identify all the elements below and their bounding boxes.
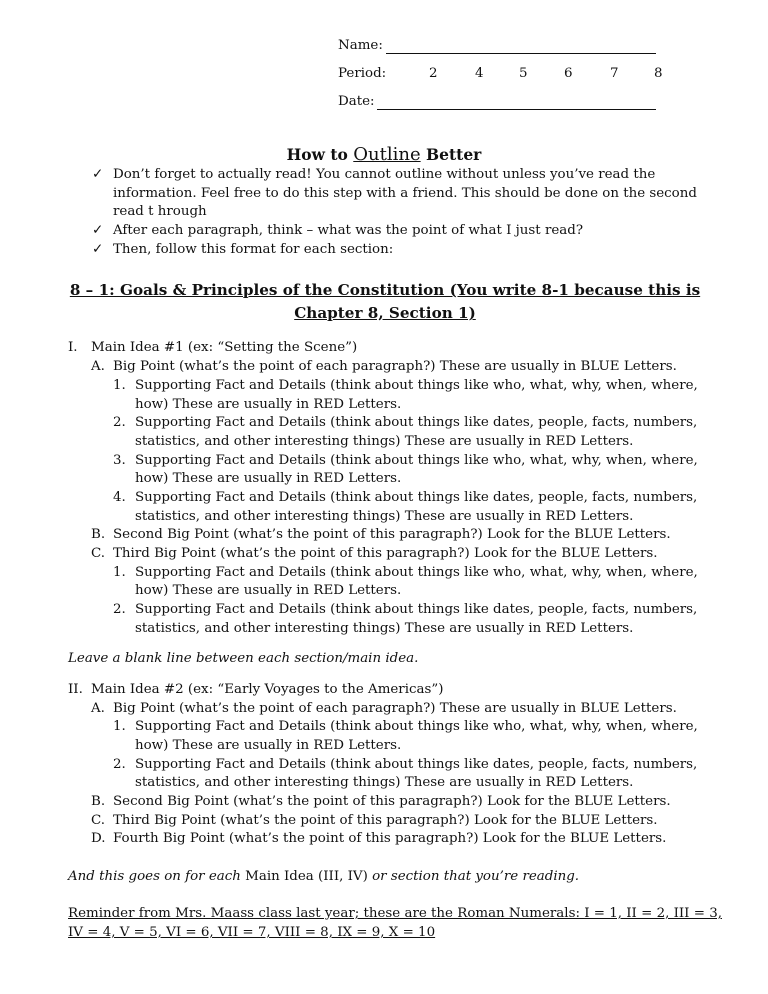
- section-heading-line2: Chapter 8, Section 1): [294, 304, 476, 322]
- supporting-detail: Supporting Fact and Details (think about things like dates, people, facts, numbers,: [135, 415, 698, 430]
- checklist-text: Don’t forget to actually read! You cannot outline without unless you’ve read the information. Feel free to do this step with a friend. This should be done on the second read t hrough: [113, 167, 697, 219]
- outline-marker: 2.: [113, 415, 126, 430]
- outline-marker: D.: [91, 831, 106, 846]
- big-point: Big Point (what’s the point of each paragraph?) These are usually in BLUE Letters.: [113, 359, 677, 374]
- name-label: Name:: [338, 38, 383, 53]
- page-title: [0, 144, 768, 165]
- continuation-italic-1: And this goes on for each: [68, 869, 241, 884]
- supporting-detail: how) These are usually in RED Letters.: [135, 738, 402, 753]
- section-heading: [60, 279, 710, 325]
- supporting-detail: statistics, and other interesting things) These are usually in RED Letters.: [135, 509, 634, 524]
- outline-marker: 1.: [113, 565, 126, 580]
- outline-marker: 3.: [113, 453, 126, 468]
- supporting-detail: Supporting Fact and Details (think about things like dates, people, facts, numbers,: [135, 757, 698, 772]
- period-option[interactable]: 7: [610, 66, 619, 81]
- continuation-note: [68, 868, 579, 887]
- blank-line-note: Leave a blank line between each section/main idea.: [68, 651, 419, 666]
- outline-marker: 4.: [113, 490, 126, 505]
- checkmark-icon: ✓: [92, 223, 104, 238]
- supporting-detail: Supporting Fact and Details (think about things like dates, people, facts, numbers,: [135, 490, 698, 505]
- supporting-detail: Supporting Fact and Details (think about things like who, what, why, when, where,: [135, 565, 698, 580]
- reminder-line2: IV = 4, V = 5, VI = 6, VII = 7, VIII = 8, IX = 9, X = 10: [68, 925, 436, 940]
- continuation-italic-2: or section that you’re reading.: [372, 869, 580, 884]
- big-point: Third Big Point (what’s the point of this paragraph?) Look for the BLUE Letters.: [113, 546, 658, 561]
- supporting-detail: how) These are usually in RED Letters.: [135, 397, 402, 412]
- supporting-detail: Supporting Fact and Details (think about things like dates, people, facts, numbers,: [135, 602, 698, 617]
- section-heading-line1: 8 – 1: Goals & Principles of the Constitution (You write 8-1 because this is: [69, 281, 701, 299]
- outline-marker: A.: [91, 701, 105, 716]
- date-label: Date:: [338, 94, 375, 109]
- main-idea-1: Main Idea #1 (ex: “Setting the Scene”): [91, 340, 358, 355]
- period-option[interactable]: 4: [475, 66, 484, 81]
- date-row: [338, 94, 668, 109]
- period-option[interactable]: 6: [564, 66, 573, 81]
- checklist-item: [92, 222, 702, 241]
- continuation-normal: Main Idea (III, IV): [245, 869, 368, 884]
- outline-marker: 2.: [113, 602, 126, 617]
- title-underlined: Outline: [353, 144, 421, 165]
- big-point: Third Big Point (what’s the point of this paragraph?) Look for the BLUE Letters.: [113, 813, 658, 828]
- main-idea-2: Main Idea #2 (ex: “Early Voyages to the Americas”): [91, 682, 444, 697]
- period-option[interactable]: 8: [654, 66, 663, 81]
- supporting-detail: statistics, and other interesting things) These are usually in RED Letters.: [135, 434, 634, 449]
- outline-marker: II.: [68, 682, 83, 697]
- supporting-detail: statistics, and other interesting things) These are usually in RED Letters.: [135, 621, 634, 636]
- title-prefix: How to: [286, 145, 348, 164]
- name-input-line[interactable]: [386, 53, 656, 54]
- outline-marker: 1.: [113, 378, 126, 393]
- supporting-detail: Supporting Fact and Details (think about things like who, what, why, when, where,: [135, 378, 698, 393]
- checkmark-icon: ✓: [92, 167, 104, 182]
- date-input-line[interactable]: [377, 109, 656, 110]
- supporting-detail: Supporting Fact and Details (think about things like who, what, why, when, where,: [135, 453, 698, 468]
- big-point: Big Point (what’s the point of each paragraph?) These are usually in BLUE Letters.: [113, 701, 677, 716]
- checklist-text: Then, follow this format for each section:: [113, 242, 394, 257]
- period-option[interactable]: 2: [429, 66, 438, 81]
- checklist-item: [92, 241, 702, 260]
- checklist-text: After each paragraph, think – what was the point of what I just read?: [113, 223, 583, 238]
- outline-marker: B.: [91, 527, 106, 542]
- outline-marker: 1.: [113, 719, 126, 734]
- title-suffix: Better: [426, 145, 482, 164]
- outline-marker: C.: [91, 813, 106, 828]
- outline-marker: A.: [91, 359, 105, 374]
- supporting-detail: statistics, and other interesting things) These are usually in RED Letters.: [135, 775, 634, 790]
- name-row: [338, 38, 668, 53]
- checklist-item: [92, 166, 702, 222]
- supporting-detail: Supporting Fact and Details (think about things like who, what, why, when, where,: [135, 719, 698, 734]
- supporting-detail: how) These are usually in RED Letters.: [135, 583, 402, 598]
- period-label: Period:: [338, 66, 387, 81]
- big-point: Second Big Point (what’s the point of this paragraph?) Look for the BLUE Letters.: [113, 527, 671, 542]
- outline-marker: C.: [91, 546, 106, 561]
- outline-marker: B.: [91, 794, 106, 809]
- big-point: Second Big Point (what’s the point of this paragraph?) Look for the BLUE Letters.: [113, 794, 671, 809]
- outline-marker: 2.: [113, 757, 126, 772]
- supporting-detail: how) These are usually in RED Letters.: [135, 471, 402, 486]
- period-option[interactable]: 5: [519, 66, 528, 81]
- reminder-line1: Reminder from Mrs. Maass class last year; these are the Roman Numerals: I = 1, II = 2, III = 3,: [68, 906, 722, 921]
- big-point: Fourth Big Point (what’s the point of this paragraph?) Look for the BLUE Letters.: [113, 831, 667, 846]
- outline-marker: I.: [68, 340, 78, 355]
- checkmark-icon: ✓: [92, 242, 104, 257]
